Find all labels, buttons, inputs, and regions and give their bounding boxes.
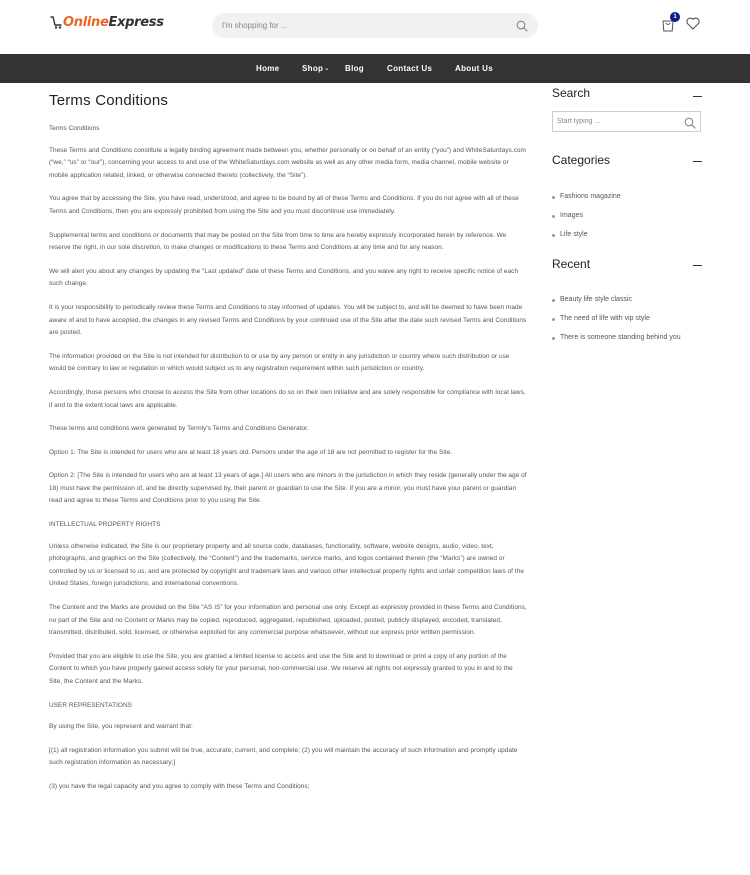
site-logo[interactable] [50, 14, 164, 30]
main-navigation [0, 54, 750, 83]
recent-post-label: There is someone standing behind you [560, 334, 681, 341]
logo-text-part1: Online [63, 14, 109, 30]
terms-body [49, 123, 527, 794]
paragraph: Option 2: [The Site is intended for users who are at least 13 years of age.] All users who are minors in the jurisdiction in which they reside (generally under the age of 18) must have the permission of, and be directly supervised by, their parent or guardian to use the Site. If you are a minor, you must have your parent or guardian read and agree to these Terms and Conditions prior to you using the Site. [49, 472, 527, 505]
recent-post-label: Beauty life style classic [560, 296, 632, 303]
nav-item-shop[interactable] [302, 54, 330, 83]
widget-title: Recent [552, 257, 591, 271]
nav-item-contact-us[interactable] [387, 54, 432, 83]
paragraph: Provided that you are eligible to use the Site, you are granted a limited license to access and use the Site and to download or print a copy of any portion of the Content to which you have properly gained access solely for your personal, non-commercial use. We reserve all rights not expressly granted to you in and to the Site, the Content and the Marks. [49, 652, 513, 685]
nav-item-blog[interactable] [345, 54, 364, 83]
paragraph: The information provided on the Site is not intended for distribution to or use by any person or entity in any jurisdiction or country where such distribution or use would be contrary to law or regulation or which would subject us to any registration requirement within such jurisdiction or country. [49, 352, 510, 373]
cart-button[interactable] [661, 14, 677, 33]
category-label: Images [560, 212, 583, 219]
nav-item-label: Home [256, 64, 280, 73]
nav-item-label: About Us [455, 64, 493, 73]
logo-text [63, 15, 164, 30]
search-icon[interactable] [516, 19, 528, 37]
recent-post-link[interactable] [552, 334, 681, 341]
paragraph: (3) you have the legal capacity and you agree to comply with these Terms and Conditions; [49, 782, 310, 790]
section-heading: INTELLECTUAL PROPERTY RIGHTS [49, 521, 161, 529]
nav-item-about-us[interactable] [455, 54, 493, 83]
widget-title: Search [552, 86, 591, 100]
paragraph: These terms and conditions were generated by Termly’s Terms and Conditions Generator. [49, 425, 309, 433]
nav-item-label: Shop [302, 64, 324, 73]
recent-widget [552, 257, 702, 341]
nav-item-label: Contact Us [387, 64, 433, 73]
paragraph: Supplemental terms and conditions or documents that may be posted on the Site from time to time are hereby expressly incorporated herein by reference. We reserve the right, in our sole discretion, to make changes or modifications to these Terms and Conditions at any time and for any reason. [49, 231, 507, 252]
page-title: Terms Conditions [49, 92, 169, 109]
category-label: Fashions magazine [560, 193, 621, 200]
paragraph: Option 1: The Site is intended for users who are at least 18 years old. Persons under the age of 18 are not permitted to register for the Site. [49, 448, 453, 456]
site-header [0, 0, 750, 54]
paragraph: [(1) all registration information you submit will be true, accurate, current, and complete; (2) you will maintain the accuracy of such information and promptly update such registration information as necessary;] [49, 746, 518, 767]
main-content [49, 92, 527, 805]
wishlist-button[interactable] [686, 17, 701, 32]
category-link[interactable] [552, 193, 621, 200]
header-search-input[interactable] [222, 13, 502, 38]
chevron-down-icon: ⌄ [324, 66, 330, 72]
category-link[interactable] [552, 212, 583, 219]
logo-cart-icon [50, 14, 62, 30]
sidebar-search-input[interactable] [557, 112, 677, 131]
category-link[interactable] [552, 231, 588, 238]
section-heading: USER REPRESENTATIONS [49, 701, 133, 709]
paragraph: The Content and the Marks are provided on the Site “AS IS” for your information and personal use only. Except as expressly provided in these Terms and Conditions, no part of the Site and no Content or Marks may be copied, reproduced, aggregated, republished, uploaded, posted, publicly displayed, encoded, translated, transmitted, distributed, sold, licensed, or otherwise exploited for any commercial purpose whatsoever, without our express prior written permission. [49, 604, 527, 637]
nav-item-label: Blog [345, 64, 364, 73]
recent-post-link[interactable] [552, 315, 650, 322]
paragraph: Terms Conditions [49, 125, 100, 132]
paragraph: We will alert you about any changes by updating the “Last updated” date of these Terms and Conditions, and you waive any right to receive specific notice of each such change. [49, 267, 519, 288]
paragraph: Accordingly, those persons who choose to access the Site from other locations do so on their own initiative and are solely responsible for compliance with local laws, if and to the extent local laws are applicable. [49, 388, 526, 409]
search-icon[interactable] [684, 116, 696, 134]
paragraph: By using the Site, you represent and warrant that: [49, 723, 193, 731]
sidebar-search-box [552, 111, 701, 132]
nav-item-home[interactable] [256, 54, 279, 83]
cart-count-badge: 1 [670, 12, 680, 22]
paragraph: These Terms and Conditions constitute a legally binding agreement made between you, whether personally or on behalf of an entity (“you”) and WhiteSaturdays.com (“we,” “us” or “our”), concerning your access to and use of the WhiteSaturdays.com website as well as any other media form, media channel, mobile website or mobile application related, linked, or otherwise connected thereto (collectively, the “Site”). [49, 146, 526, 179]
minus-icon[interactable] [693, 161, 702, 162]
category-label: Life style [560, 231, 588, 238]
categories-widget [552, 153, 702, 238]
search-widget [552, 86, 702, 100]
paragraph: It is your responsibility to periodically review these Terms and Conditions to stay informed of updates. You will be subject to, and will be deemed to have been made aware of and to have accepted, the changes in any revised Terms and Conditions by your continued use of the Site after the date such revised Terms and Conditions are posted. [49, 303, 527, 337]
paragraph: Unless otherwise indicated, the Site is our proprietary property and all source code, databases, functionality, software, website designs, audio, video, text, photographs, and graphics on the Site (collectively, the “Content”) and the trademarks, service marks, and logos contained therein (the “Marks”) are owned or controlled by us or licensed to us, and are protected by copyright and trademark laws and various other intellectual property rights and unfair competition laws of the United States, foreign jurisdictions, and international conventions. [49, 542, 524, 588]
heart-icon [686, 17, 700, 34]
minus-icon[interactable] [693, 265, 702, 266]
header-search-bar [212, 13, 538, 38]
logo-text-part2: Express [108, 14, 164, 30]
minus-icon[interactable] [693, 96, 702, 97]
paragraph: You agree that by accessing the Site, you have read, understood, and agree to be bound by all of these Terms and Conditions. If you do not agree with all of these Terms and Conditions, then you are expressly prohibited from using the Site and you must discontinue use immediately. [49, 195, 519, 215]
recent-post-link[interactable] [552, 296, 632, 303]
widget-title: Categories [552, 153, 611, 167]
recent-post-label: The need of life with vip style [560, 315, 650, 322]
